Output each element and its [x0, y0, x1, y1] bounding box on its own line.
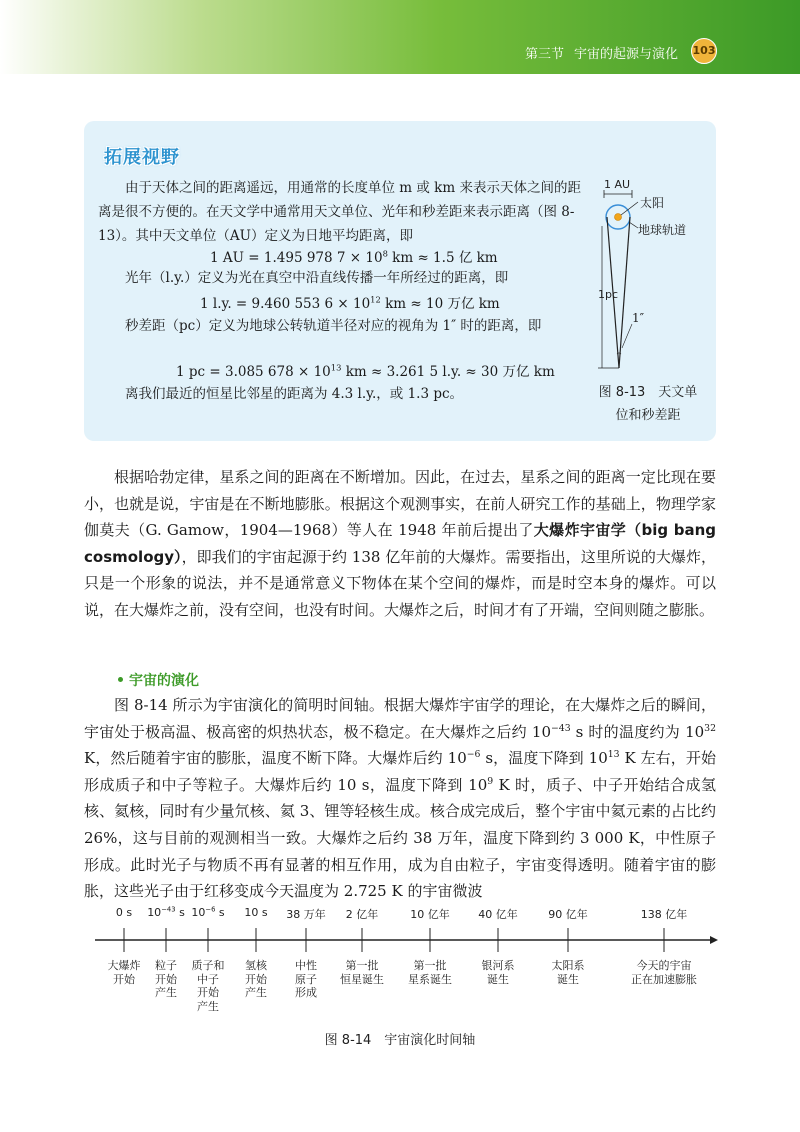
- sun-label: 太阳: [640, 196, 665, 210]
- timeline-event-label: 第一批 恒星诞生: [340, 959, 384, 986]
- timeline-event-label: 中性 原子 形成: [295, 959, 317, 999]
- body-paragraph-2: 图 8-14 所示为宇宙演化的简明时间轴。根据大爆炸宇宙学的理论，在大爆炸之后的瞬间，宇宙处于极高温、极高密的炽热状态，极不稳定。在大爆炸之后约 $10^{-43}$ s 时的温度约为 $10^{32}$ K，然后随着宇宙的膨胀，温度不断下降。大爆炸后约 $10^{-6}$ s，温度下降到 $10^{13}$ K 左右，开始形成质子和中子等粒子。大爆炸后约 10 s，温度下降到 $10^9$ K 时，质子、中子开始结合成氢核、氦核，同时有少量氘核、氦 3、锂等轻核生成。核合成完成后，整个宇宙中氦元素的占比约 26%，这与目前的观测相当一致。大爆炸之后约 38 万年，温度下降到约 3 000 K，中性原子形成。此时光子与物质不再有显著的相互作用，成为自由粒子，宇宙变得透明。随着宇宙的膨胀，这些光子由于红移变成今天温度为 2.725 K 的宇宙微波: [84, 696, 716, 901]
- timeline-time-label: $10^{-6}$ s: [191, 905, 225, 919]
- formula-pc: 1 pc = 3.085 $678 \times 10^{13}$ km ≈ 3.261 5 l.y. ≈ 30 万亿 km: [176, 362, 555, 380]
- timeline-event-label: 粒子 开始 产生: [155, 959, 177, 999]
- timeline-time-label: 10 s: [244, 906, 268, 919]
- bullet-icon: [118, 677, 123, 682]
- figure-13-caption: 图 8-13 天文单 位和秒差距: [598, 385, 698, 423]
- timeline-time-label: 90 亿年: [548, 908, 588, 921]
- angle-arc: [617, 353, 621, 354]
- timeline-time-label: 2 亿年: [345, 908, 379, 921]
- timeline-event-label: 第一批 星系诞生: [408, 959, 452, 986]
- sun-icon: [615, 214, 622, 221]
- figure-14-caption: 图 8-14 宇宙演化时间轴: [324, 1033, 476, 1048]
- formula-ly: 1 l.y. = 9.460 553 $6 \times 10^{12}$ km ≈ 10 万亿 km: [200, 294, 500, 312]
- timeline-time-label: 0 s: [115, 906, 133, 919]
- timeline-time-label: 138 亿年: [640, 908, 688, 921]
- timeline-axis: [0, 920, 800, 960]
- box-paragraph-3: 秒差距（pc）定义为地球公转轨道半径对应的视角为 1″ 时的距离，即: [125, 318, 542, 334]
- timeline-event-label: 银河系 诞生: [481, 959, 515, 986]
- orbit-pointer: [629, 222, 638, 228]
- header-title: 宇宙的起源与演化: [573, 47, 678, 62]
- orbit-label: 地球轨道: [638, 223, 687, 237]
- page-number: 103: [691, 38, 717, 64]
- parallax-diagram: [588, 176, 708, 386]
- chapter-header-band: [0, 0, 800, 74]
- timeline-arrow-icon: [710, 936, 718, 944]
- term-big-bang: 大爆炸宇宙学（big bang cosmology）: [84, 521, 717, 566]
- timeline-event-label: 氢核 开始 产生: [245, 959, 267, 999]
- timeline-time-label: 38 万年: [286, 908, 326, 921]
- timeline-time-label: 40 亿年: [478, 908, 518, 921]
- parallax-ray-right: [619, 217, 630, 368]
- pc-label: 1pc: [598, 288, 619, 301]
- timeline-event-label: 太阳系 诞生: [551, 959, 585, 986]
- section-heading: 宇宙的演化: [118, 670, 199, 690]
- timeline-event-label: 质子和 中子 开始 产生: [191, 959, 225, 1013]
- box-paragraph-4: 离我们最近的恒星比邻星的距离为 4.3 l.y.，或 1.3 pc。: [125, 386, 464, 402]
- box-paragraph-1: 由于天体之间的距离遥远，用通常的长度单位 m 或 km 来表示天体之间的距离是很不方便的。在天文学中通常用天文单位、光年和秒差距来表示距离（图 8-13）。其中天文单位（AU）定义为日地平均距离，即: [98, 180, 581, 244]
- timeline-time-label: 10 亿年: [410, 908, 450, 921]
- angle-pointer: [622, 324, 632, 348]
- timeline-event-label: 大爆炸 开始: [107, 959, 141, 986]
- header-section: 第三节: [524, 47, 564, 62]
- box-paragraph-2: 光年（l.y.）定义为光在真空中沿直线传播一年所经过的距离，即: [125, 270, 509, 286]
- body-paragraph-1: 根据哈勃定律，星系之间的距离在不断增加。因此，在过去，星系之间的距离一定比现在要小，也就是说，宇宙是在不断地膨胀。根据这个观测事实，在前人研究工作的基础上，物理学家伽莫夫（G. Gamow，1904—1968）等人在 1948 年前后提出了大爆炸宇宙学（big bang cosmology），即我们的宇宙起源于约 138 亿年前的大爆炸。需要指出，这里所说的大爆炸，只是一个形象的说法，并不是通常意义下物体在某个空间的爆炸，而是时空本身的爆炸。可以说，在大爆炸之前，没有空间，也没有时间。大爆炸之后，时间才有了开端，空间则随之膨胀。: [84, 468, 717, 619]
- au-label: 1 AU: [604, 178, 631, 191]
- timeline-event-label: 今天的宇宙 正在加速膨胀: [631, 959, 697, 986]
- formula-au: 1 AU = 1.495 978 $7 \times 10^8$ km ≈ 1.5 亿 km: [210, 248, 498, 266]
- angle-label: 1″: [632, 311, 645, 325]
- extension-box-title: 拓展视野: [104, 147, 180, 168]
- header-text: [515, 43, 678, 62]
- timeline-time-label: $10^{-43}$ s: [147, 905, 185, 919]
